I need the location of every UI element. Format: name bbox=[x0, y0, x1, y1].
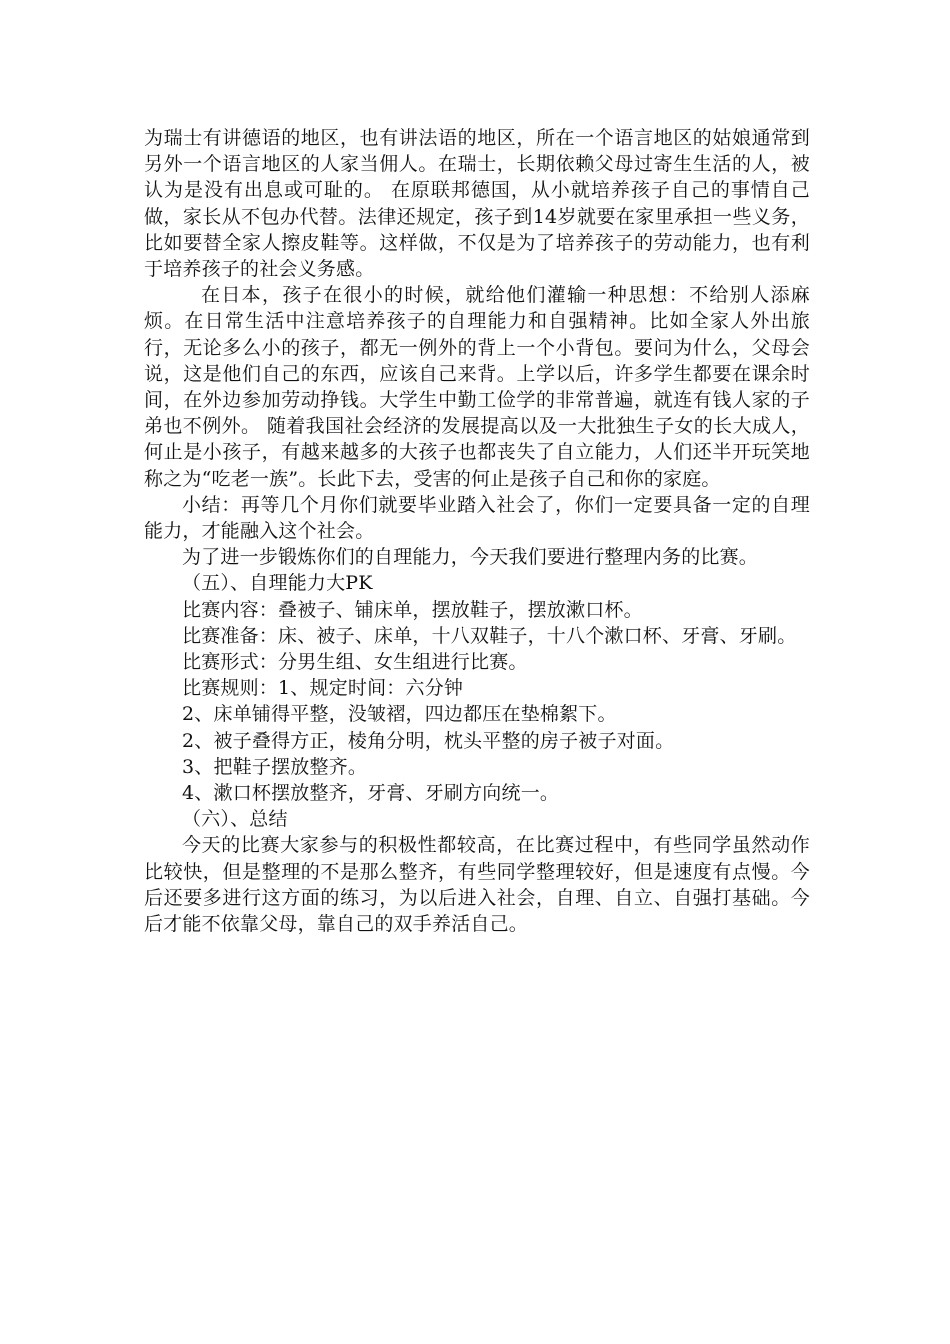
paragraph-conclusion: 今天的比赛大家参与的积极性都较高，在比赛过程中，有些同学虽然动作比较快，但是整理的不是那么整齐，有些同学整理较好，但是速度有点慢。今后还要多进行这方面的练习，为以后进入社会，自理、自立、自强打基础。今后才能不依靠父母，靠自己的双手养活自己。 bbox=[144, 834, 810, 936]
document-body bbox=[144, 125, 810, 937]
paragraph-summary: 小结：再等几个月你们就要毕业踏入社会了，你们一定要具备一定的自理能力，才能融入这个社会。 bbox=[144, 493, 810, 543]
section-heading-six: （六）、总结 bbox=[182, 808, 288, 831]
paragraph-japan: 在日本，孩子在很小的时候，就给他们灌输一种思想：不给别人添麻烦。在日常生活中注意培养孩子的自理能力和自强精神。比如全家人外出旅行，无论多么小的孩子，都无一例外的背上一个小背包。要问为什么，父母会说，这是他们自己的东西，应该自己来背。上学以后，许多学生都要在课余时间，在外边参加劳动挣钱。大学生中勤工俭学的非常普遍，就连有钱人家的子弟也不例外。 随着我国社会经济的发展提高以及一大批独生子女的长大成人，何止是小孩子，有越来越多的大孩子也都丧失了自立能力，人们还半开玩笑地称之为“吃老一族”。长此下去，受害的何止是孩子自己和你的家庭。 bbox=[144, 284, 810, 490]
paragraph-switzerland-germany: 为瑞士有讲德语的地区，也有讲法语的地区，所在一个语言地区的姑娘通常到另外一个语言地区的人家当佣人。在瑞士，长期依赖父母过寄生生活的人，被认为是没有出息或可耻的。 在原联邦德国，从小就培养孩子自己的事情自己做，家长从不包办代替。法律还规定，孩子到14岁就要在家里承担一些义务，比如要替全家人擦皮鞋等。这样做，不仅是为了培养孩子的劳动能力，也有利于培养孩子的社会义务感。 bbox=[144, 127, 810, 281]
paragraph-competition-intro: 为了进一步锻炼你们的自理能力，今天我们要进行整理内务的比赛。 bbox=[182, 546, 759, 569]
rule-quilt: 2、被子叠得方正，棱角分明，枕头平整的房子被子对面。 bbox=[182, 729, 675, 752]
section-heading-five: （五）、自理能力大PK bbox=[182, 572, 373, 595]
rule-shoes: 3、把鞋子摆放整齐。 bbox=[182, 755, 368, 778]
competition-rules: 比赛规则：1、规定时间：六分钟 bbox=[182, 677, 464, 700]
competition-format: 比赛形式：分男生组、女生组进行比赛。 bbox=[182, 651, 528, 674]
rule-bedsheet: 2、床单铺得平整，没皱褶，四边都压在垫棉絮下。 bbox=[182, 703, 617, 726]
competition-content: 比赛内容：叠被子、铺床单，摆放鞋子，摆放漱口杯。 bbox=[182, 598, 643, 621]
rule-cups: 4、漱口杯摆放整齐，牙膏、牙刷方向统一。 bbox=[182, 782, 560, 805]
competition-preparation: 比赛准备：床、被子、床单，十八双鞋子，十八个漱口杯、牙膏、牙刷。 bbox=[182, 624, 797, 647]
